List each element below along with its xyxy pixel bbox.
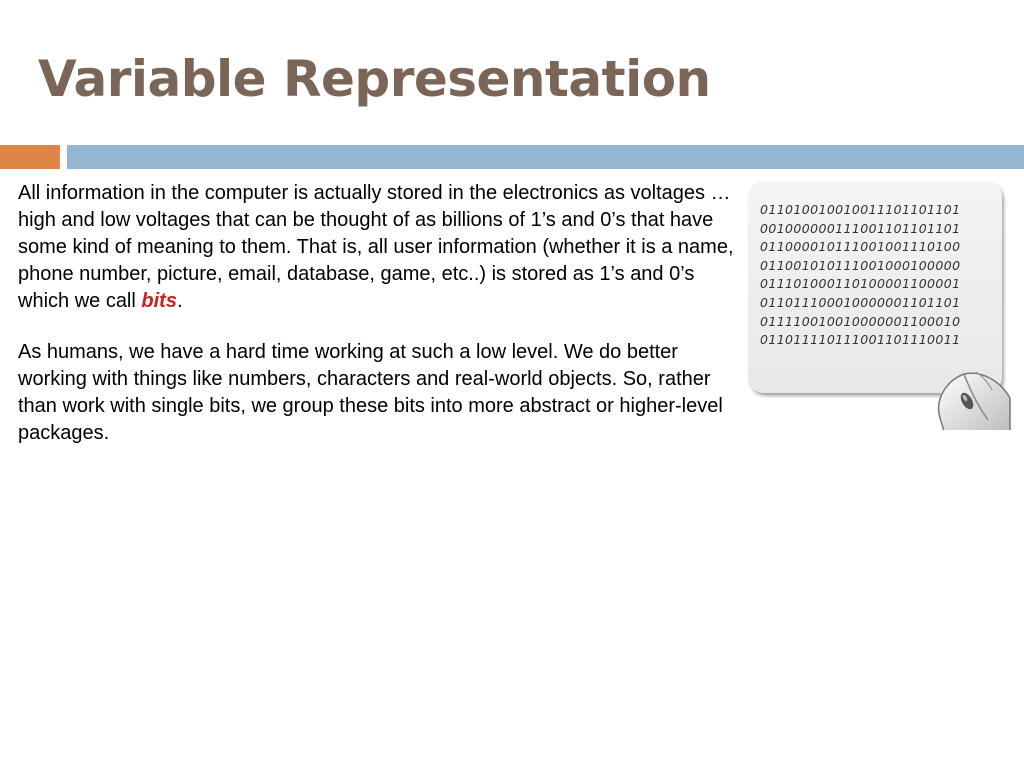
- binary-line: 011011110111001101110011: [760, 332, 961, 348]
- accent-bar-orange: [0, 145, 60, 169]
- slide-title: Variable Representation: [38, 50, 711, 108]
- binary-line: 001000000111001101101101: [760, 220, 961, 236]
- binary-line: 011101000110100001100001: [760, 276, 961, 292]
- binary-line: 011110010010000001100010: [760, 313, 961, 329]
- binary-lines: [760, 201, 960, 350]
- paragraph-bits-ending: .: [176, 290, 183, 312]
- binary-line: 011000010111001001110100: [760, 239, 961, 255]
- paragraph-bits: [18, 180, 738, 315]
- slide-body: [18, 180, 738, 447]
- bits-emphasis: bits: [141, 290, 177, 312]
- binary-line: 011010010010011101101101: [760, 202, 961, 217]
- computer-mouse-icon: [930, 368, 1012, 430]
- binary-line: 011001010111001000100000: [760, 257, 961, 273]
- accent-bar-blue: [67, 145, 1024, 169]
- binary-data-image: [748, 181, 1002, 393]
- paragraph-abstraction: As humans, we have a hard time working at such a low level. We do better working with things like numbers, characters and real-world objects. So, rather than work with single bits, we group these bits into more abstract or higher-level packages.: [18, 341, 723, 444]
- paragraph-bits-text: All information in the computer is actually stored in the electronics as voltages … high and low voltages that can be thought of as billions of 1’s and 0’s that have some kind of meaning to them. That is, all user information (whether it is a name, phone number, picture, email, database, game, etc..) is stored as 1’s and 0’s which we call: [18, 182, 734, 312]
- binary-line: 011011100010000001101101: [760, 294, 961, 310]
